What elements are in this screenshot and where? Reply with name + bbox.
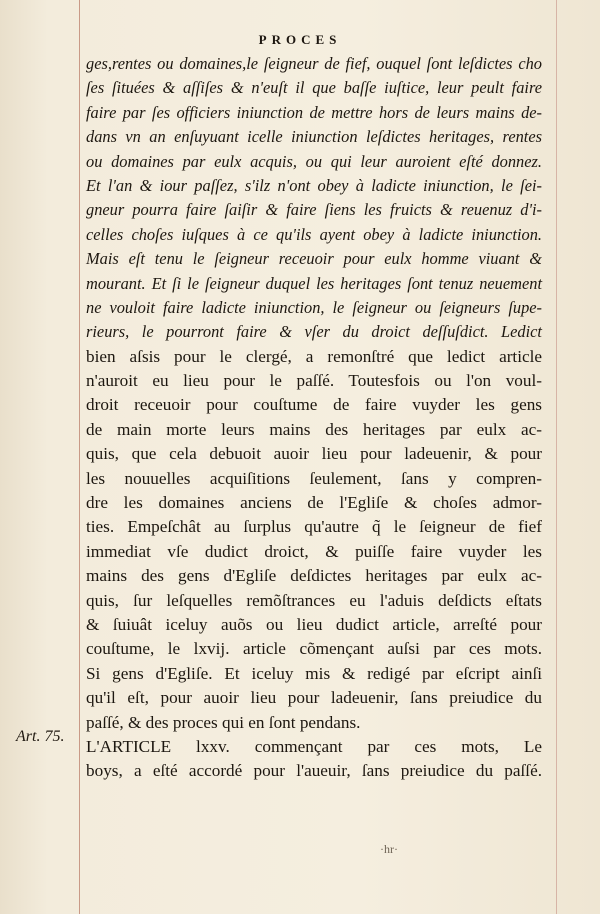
text-line: quis, que cela debuoit auoir lieu pour ladeuenir, & pour — [86, 444, 542, 464]
text-line: Mais eſt tenu le ſeigneur receuoir pour eulx homme viuant & — [86, 249, 542, 269]
footer-ornament: ·hr· — [380, 842, 398, 856]
text-line: & ſuiuât iceluy auõs ou lieu dudict article, arreſté pour — [86, 614, 542, 634]
text-line: bien aſsis pour le clergé, a remonſtré que ledict article — [86, 346, 542, 366]
main-text-block — [86, 52, 542, 784]
text-line: ou domaines par eulx acquis, ou qui leur auroient eſté donnez. — [86, 151, 542, 171]
text-line: dre les domaines anciens de l'Egliſe & choſes admor- — [86, 493, 542, 513]
text-line: quis, ſur leſquelles remõſtrances eu l'aduis deſdicts eſtats — [86, 590, 542, 610]
text-line: ne vouloit faire ladicte iniunction, le ſeigneur ou ſeigneurs ſupe- — [86, 297, 542, 317]
text-line: mourant. Et ſi le ſeigneur duquel les heritages ſont tenuz neuement — [86, 273, 542, 293]
text-line: couſtume, le lxvij. article cõmençant auſsi par ces mots. — [86, 639, 542, 659]
text-line: Et l'an & iour paſſez, s'ilz n'ont obey à ladicte iniunction, le ſei- — [86, 175, 542, 195]
text-line: les nouuelles acquiſitions ſeulement, ſans y compren- — [86, 468, 542, 488]
text-line: immediat vſe dudict droict, & puiſſe faire vuyder les — [86, 541, 542, 561]
text-line: L'ARTICLE lxxv. commençant par ces mots, Le — [86, 736, 542, 756]
text-line: mains des gens d'Egliſe deſdictes heritages par eulx ac- — [86, 566, 542, 586]
left-margin-rule — [79, 0, 80, 914]
text-line: rieurs, le pourront faire & vſer du droict deſſuſdict. Ledict — [86, 322, 542, 342]
text-line: faire par ſes officiers iniunction de mettre hors de leurs mains de- — [86, 102, 542, 122]
text-line: n'auroit eu lieu pour le paſſé. Toutesfois ou l'on voul- — [86, 371, 542, 391]
margin-note-article: Art. 75. — [16, 728, 65, 745]
right-margin-rule — [556, 0, 557, 914]
text-line: dans vn an enſuyuant icelle iniunction leſdictes heritages, rentes — [86, 127, 542, 147]
text-line: ties. Empeſchât au ſurplus qu'autre q̃ le ſeigneur de fief — [86, 517, 542, 537]
running-header: PROCES — [258, 32, 342, 47]
text-line: gneur pourra faire ſaiſir & faire ſiens les fruicts & reuenuz d'i- — [86, 200, 542, 220]
text-line: paſſé, & des proces qui en ſont pendans. — [86, 712, 361, 732]
text-line: celles choſes iuſques à ce qu'ils ayent obey à ladicte iniunction. — [86, 224, 542, 244]
text-line: boys, a eſté accordé pour l'aueuir, ſans preiudice du paſſé. — [86, 761, 542, 781]
text-line: ges,rentes ou domaines,le ſeigneur de fief, ouquel ſont leſdictes cho — [86, 54, 542, 73]
text-line: de main morte leurs mains des heritages par eulx ac- — [86, 419, 542, 439]
text-line: Si gens d'Egliſe. Et iceluy mis & redigé par eſcript ainſi — [86, 663, 542, 683]
text-line: droit receuoir pour couſtume de faire vuyder les gens — [86, 395, 542, 415]
text-line: ſes ſituées & aſſiſes & n'euſt il que baſſe iuſtice, leur peult faire — [86, 78, 542, 98]
text-line: qu'il eſt, pour auoir lieu pour ladeuenir, ſans preiudice du — [86, 688, 542, 708]
